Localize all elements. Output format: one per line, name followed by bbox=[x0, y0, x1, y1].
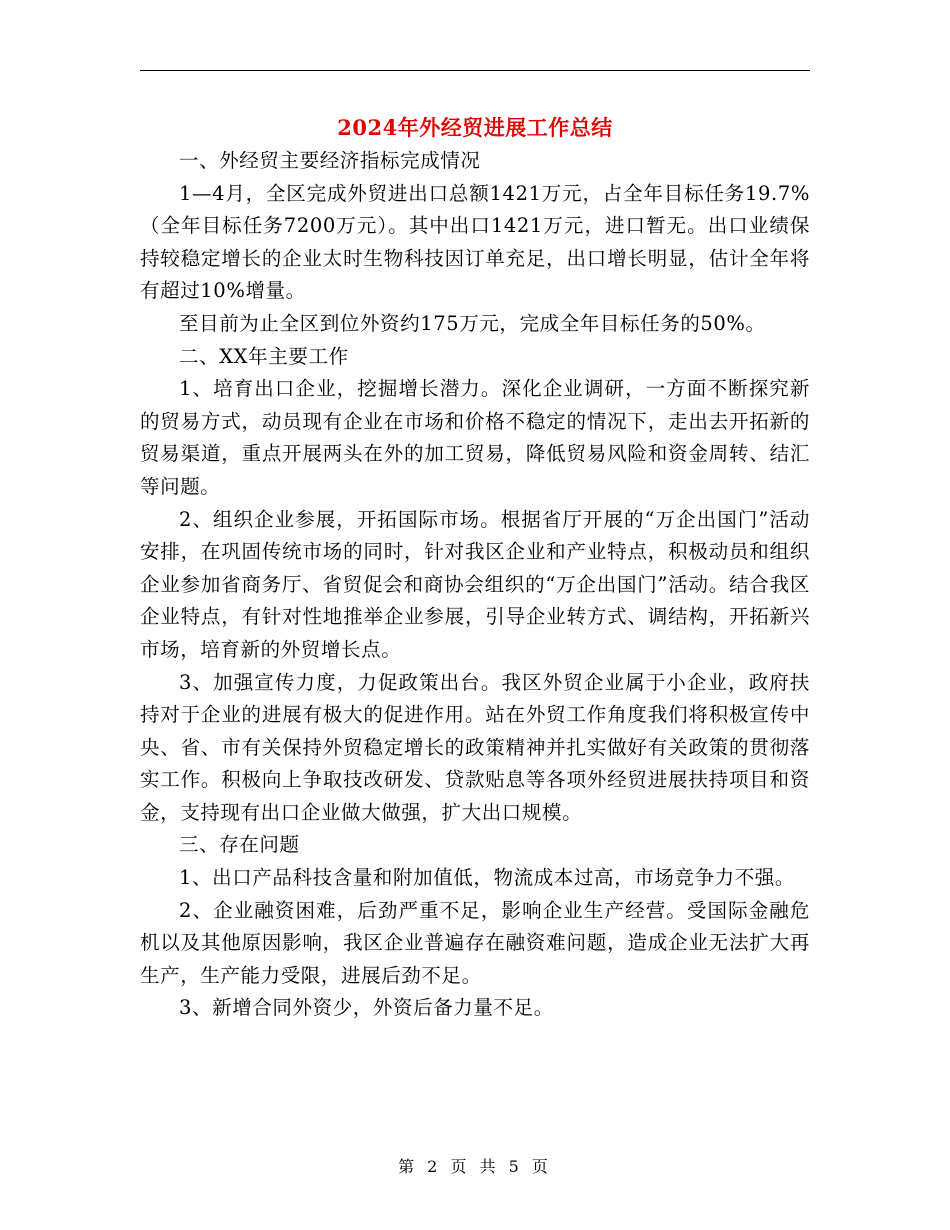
paragraph: 一、外经贸主要经济指标完成情况 bbox=[179, 149, 481, 172]
paragraph: 三、存在问题 bbox=[179, 833, 300, 857]
paragraph: 3、新增合同外资少，外资后备力量不足。 bbox=[179, 996, 554, 1020]
header-rule bbox=[140, 70, 810, 71]
paragraph: 1—4月，全区完成外贸进出口总额1421万元，占全年目标任务19.7%（全年目标任务7200万元）。其中出口1421万元，进口暂无。出口业绩保持较稳定增长的企业太时生物科技因订单充足，出口增长明显，估计全年将有超过10%增量。 bbox=[140, 181, 810, 303]
paragraph: 3、加强宣传力度，力促政策出台。我区外贸企业属于小企业，政府扶持对于企业的进展有极大的促进作用。站在外贸工作角度我们将积极宣传中央、省、市有关保持外贸稳定增长的政策精神并扎实做好有关政策的贯彻落实工作。积极向上争取技改研发、贷款贴息等各项外经贸进展扶持项目和资金，支持现有出口企业做大做强，扩大出口规模。 bbox=[140, 670, 810, 824]
paragraph: 1、出口产品科技含量和附加值低，物流成本过高，市场竞争力不强。 bbox=[179, 866, 796, 890]
document-body bbox=[140, 145, 810, 1025]
paragraph: 1、培育出口企业，挖掘增长潜力。深化企业调研，一方面不断探究新的贸易方式，动员现有企业在市场和价格不稳定的情况下，走出去开拓新的贸易渠道，重点开展两头在外的加工贸易，降低贸易风险和资金周转、结汇等问题。 bbox=[140, 377, 810, 498]
paragraph: 至目前为止全区到位外资约175万元，完成全年目标任务的50%。 bbox=[179, 311, 766, 335]
paragraph: 二、XX年主要工作 bbox=[179, 344, 349, 368]
paragraph: 2、组织企业参展，开拓国际市场。根据省厅开展的“万企出国门”活动安排，在巩固传统市场的同时，针对我区企业和产业特点，积极动员和组织企业参加省商务厅、省贸促会和商协会组织的“万企出国门”活动。结合我区企业特点，有针对性地推举企业参展，引导企业转方式、调结构，开拓新兴市场，培育新的外贸增长点。 bbox=[140, 507, 810, 661]
page-number: 第 2 页 共 5 页 bbox=[398, 1157, 552, 1176]
document-title: 2024年外经贸进展工作总结 bbox=[337, 115, 613, 140]
paragraph: 2、企业融资困难，后劲严重不足，影响企业生产经营。受国际金融危机以及其他原因影响，我区企业普遍存在融资难问题，造成企业无法扩大再生产，生产能力受限，进展后劲不足。 bbox=[140, 898, 810, 987]
